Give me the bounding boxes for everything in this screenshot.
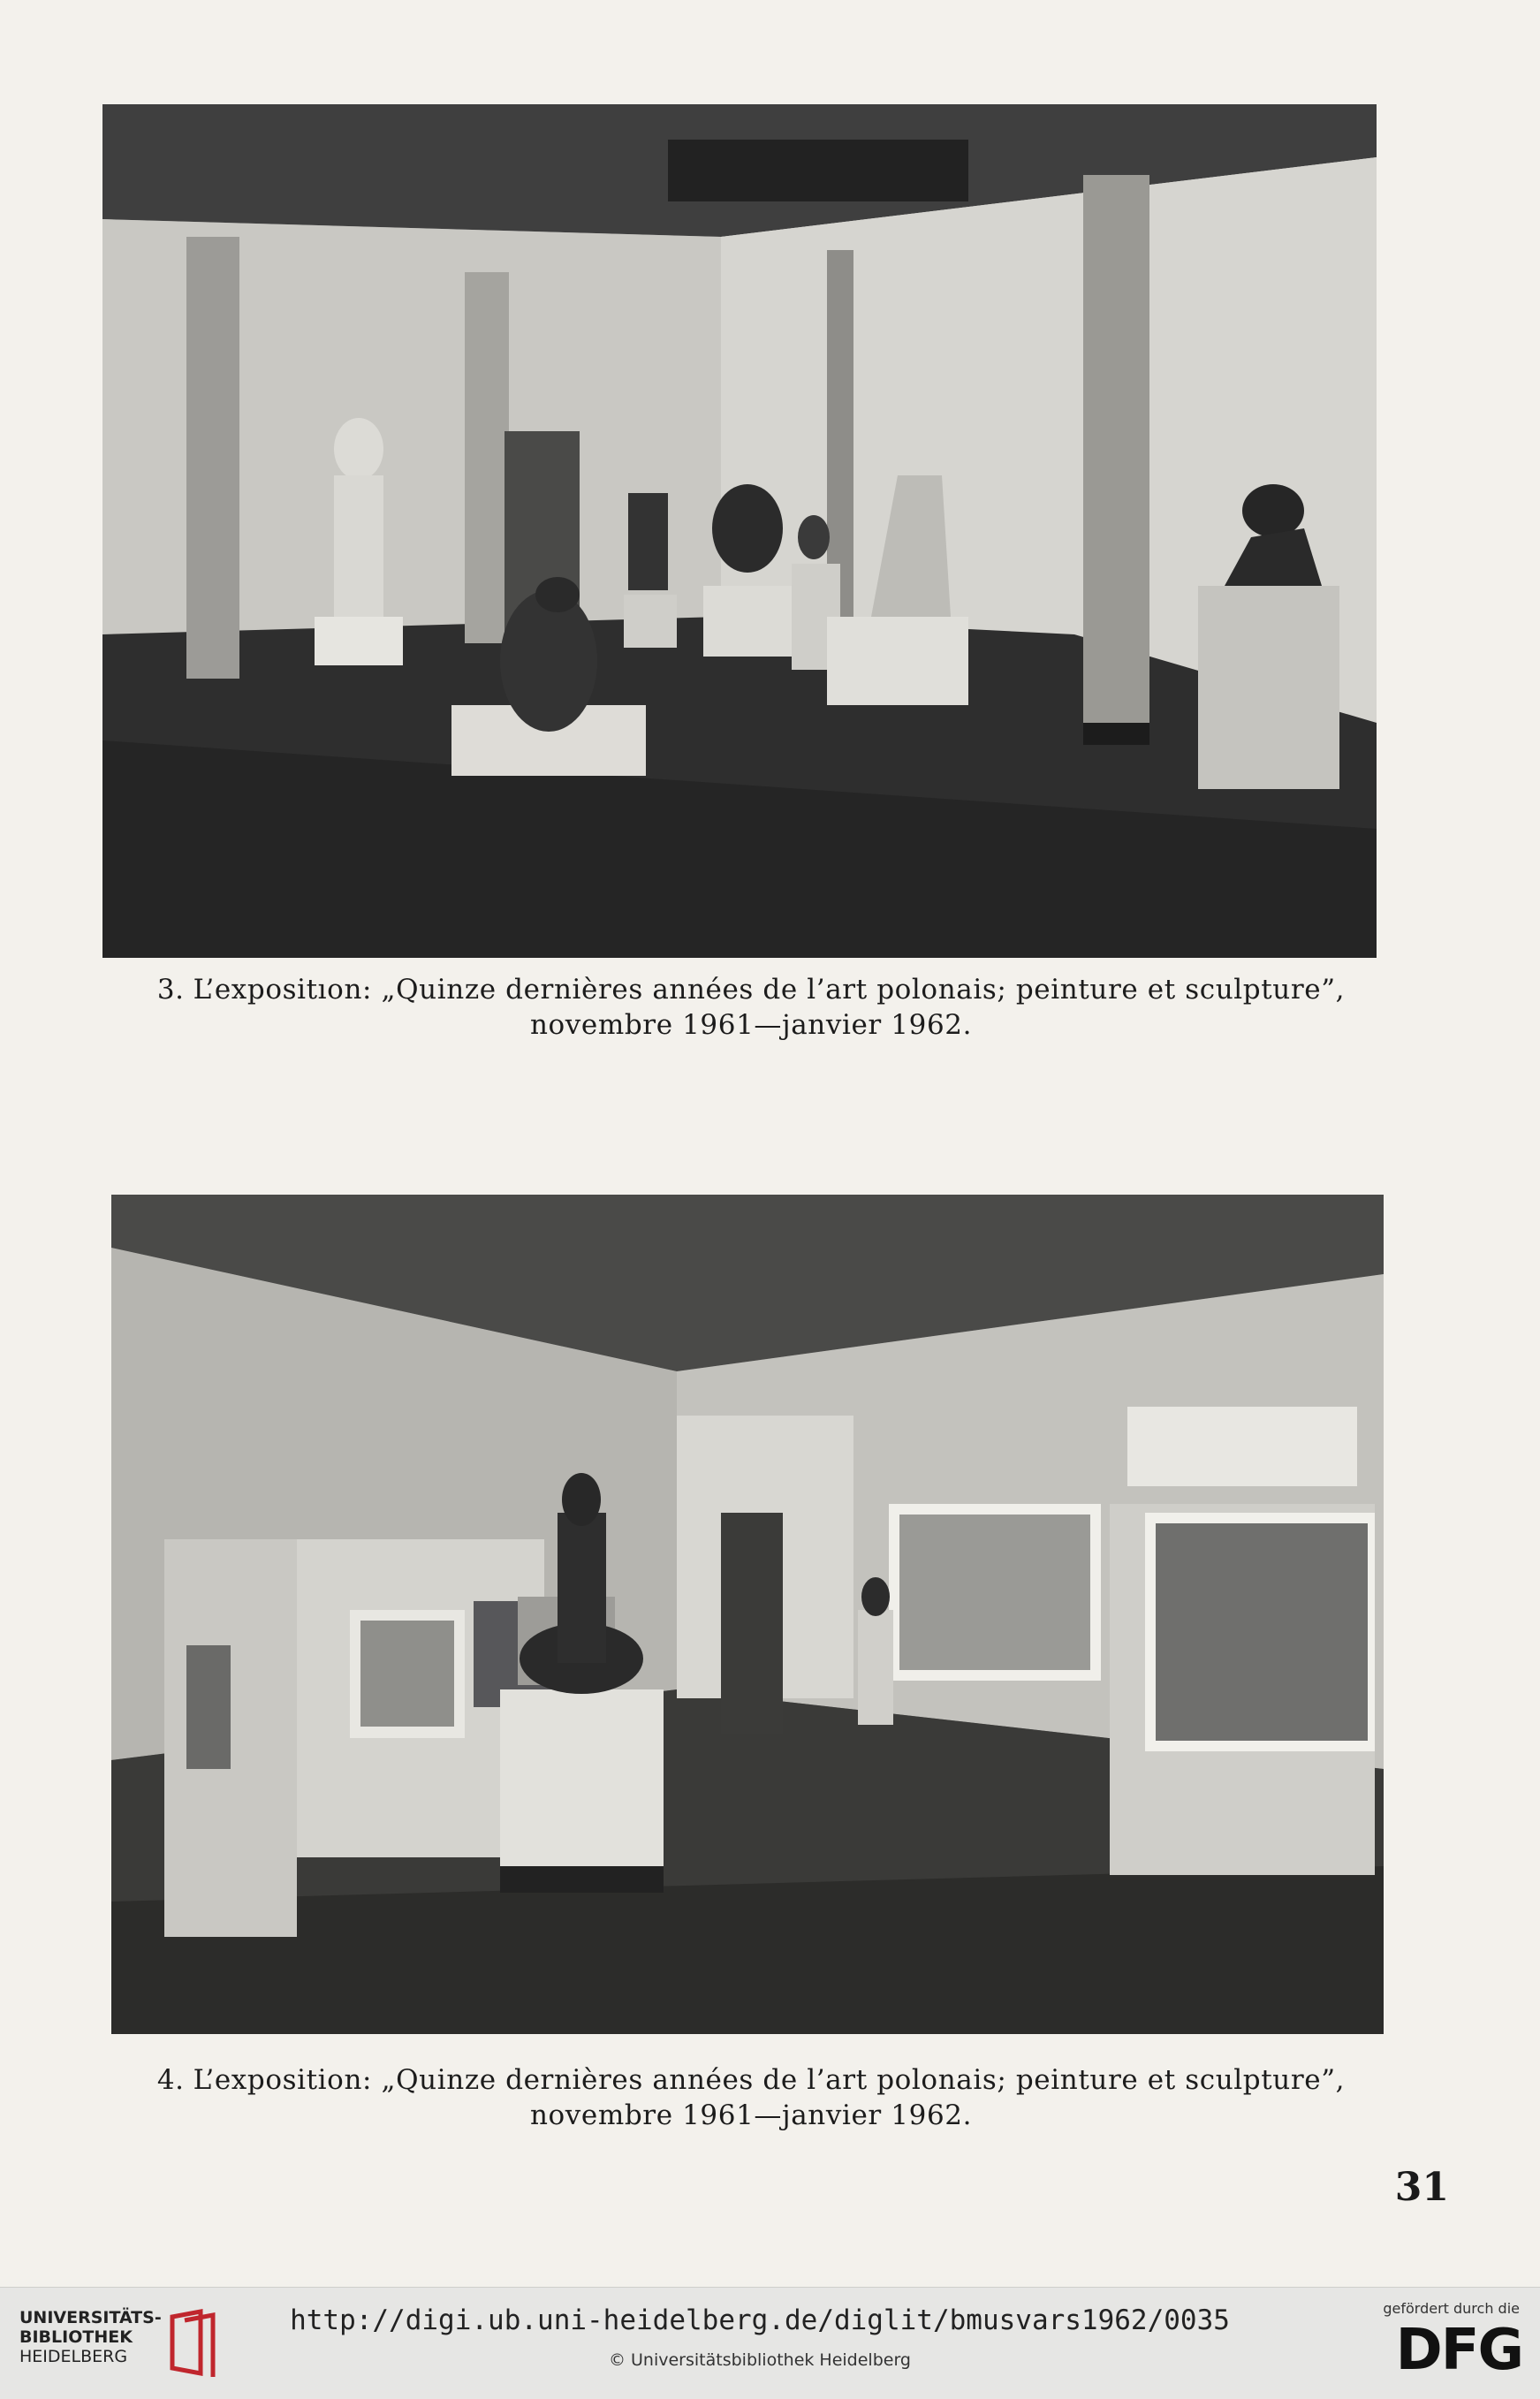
- dfg-logo[interactable]: DFG: [1395, 2318, 1522, 2383]
- library-emblem-icon: [165, 2308, 227, 2379]
- copyright-notice: © Universitätsbibliothek Heidelberg: [608, 2350, 911, 2370]
- caption-line-1: L’exposition: „Quinze dernières années de l’art polonais; peinture et sculpture”,: [193, 2064, 1346, 2096]
- funding-note: gefördert durch die: [1383, 2300, 1520, 2317]
- figure-caption-4: [97, 2062, 1405, 2133]
- caption-line-2: novembre 1961—janvier 1962.: [529, 2099, 973, 2131]
- caption-line-2: novembre 1961—janvier 1962.: [529, 1009, 973, 1041]
- caption-line-1: L’expositıon: „Quinze dernières années de l’art polonais; peinture et sculpture”,: [193, 974, 1346, 1006]
- permalink-url[interactable]: http://digi.ub.uni-heidelberg.de/diglit/bmusvars1962/0035: [290, 2304, 1230, 2336]
- exhibition-photo-paintings: [111, 1195, 1384, 2034]
- figure-number: 4.: [156, 2064, 185, 2096]
- library-name: [19, 2308, 161, 2366]
- figure-number: 3.: [156, 974, 185, 1006]
- exhibition-photo-sculptures: [102, 104, 1377, 958]
- figure-caption-3: [97, 972, 1405, 1043]
- library-name-line-3: HEIDELBERG: [19, 2347, 128, 2366]
- library-name-line-1: UNIVERSITÄTS-: [19, 2308, 162, 2327]
- page-number: 31: [1394, 2165, 1449, 2210]
- library-logo[interactable]: [19, 2308, 223, 2379]
- library-name-line-2: BIBLIOTHEK: [19, 2327, 133, 2347]
